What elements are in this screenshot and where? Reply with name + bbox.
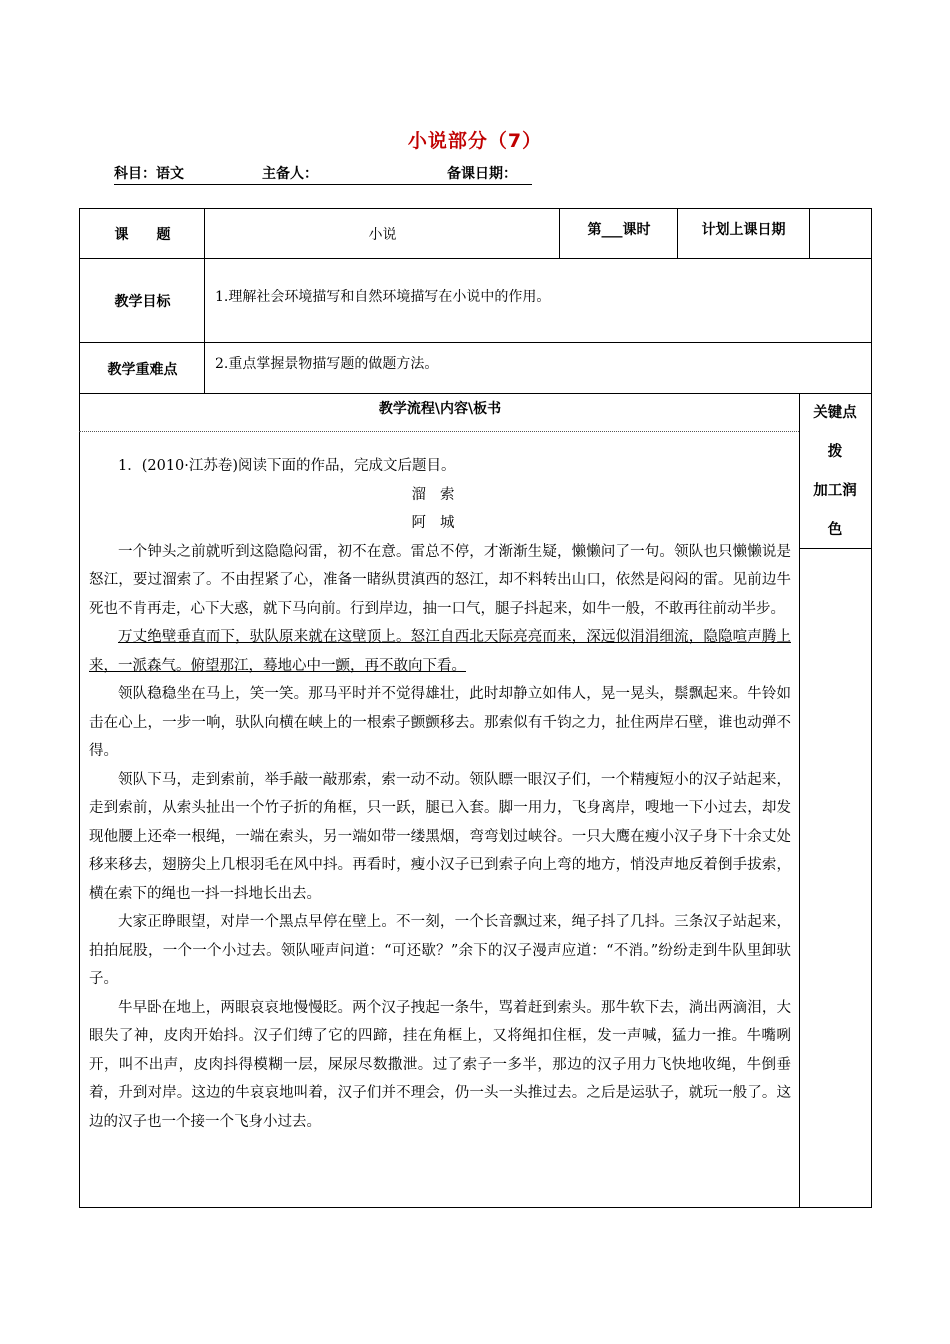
side-notes-header (805, 394, 865, 550)
side-line-3: 加工润 (813, 483, 857, 499)
topic-value: 小说 (368, 227, 397, 243)
subject-field: 科目：语文 (114, 163, 262, 185)
side-line-4: 色 (827, 522, 843, 538)
difficulty-value: 2.重点掌握景物描写题的做题方法。 (215, 356, 439, 372)
story-author: 阿城 (411, 515, 469, 531)
lesson-content (89, 452, 791, 1136)
side-line-2: 拨 (827, 444, 843, 460)
goal-label: 教学目标 (114, 294, 171, 310)
lesson-number-label: 第___课时 (587, 222, 651, 238)
goal-value: 1.理解社会环境描写和自然环境描写在小说中的作用。 (215, 289, 551, 305)
paragraph: 领队稳稳坐在马上，笑一笑。那马平时并不觉得雄壮，此时却静立如伟人，晃一晃头，鬃飘起来。牛铃如击在心上，一步一响，驮队向横在峡上的一根索子颤颤移去。那索似有千钧之力，扯住两岸石壁，谁也动弹不得。 (89, 686, 791, 759)
question-intro: 1．(2010·江苏卷)阅读下面的作品，完成文后题目。 (118, 458, 456, 474)
side-line-1: 关键点 (813, 405, 857, 421)
meta-line (114, 163, 532, 185)
date-field: 备课日期： (447, 163, 532, 185)
plan-date-label: 计划上课日期 (701, 222, 786, 238)
paragraph: 牛早卧在地上，两眼哀哀地慢慢眨。两个汉子拽起一条牛，骂着赶到索头。那牛软下去，淌出两滴泪，大眼失了神，皮肉开始抖。汉子们缚了它的四蹄，挂在角框上，又将绳扣住框，发一声喊，猛力一推。牛嘴咧开，叫不出声，皮肉抖得模糊一层，屎尿尽数撒泄。过了索子一多半，那边的汉子用力飞快地收绳，牛倒垂着，升到对岸。这边的牛哀哀地叫着，汉子们并不理会，仍一头一头推过去。之后是运驮子，就玩一般了。这边的汉子也一个接一个飞身小过去。 (89, 999, 791, 1130)
flow-header: 教学流程\内容\板书 (378, 401, 502, 417)
paragraph: 领队下马，走到索前，举手敲一敲那索，索一动不动。领队瞟一眼汉子们，一个精瘦短小的汉子站起来，走到索前，从索头扯出一个竹子折的角框，只一跃，腿已入套。脚一用力，飞身离岸，嗖地一下小过去，却发现他腰上还牵一根绳，一端在索头，另一端如带一缕黑烟，弯弯划过峡谷。一只大鹰在瘦小汉子身下十余丈处移来移去，翅膀尖上几根羽毛在风中抖。再看时，瘦小汉子已到索子向上弯的地方，悄没声地反着倒手拔索，横在索下的绳也一抖一抖地长出去。 (89, 771, 791, 902)
topic-label: 课 题 (114, 227, 171, 243)
preparer-field: 主备人： (262, 163, 447, 185)
difficulty-label: 教学重难点 (107, 361, 178, 378)
paragraph-underlined: 万丈绝壁垂直而下，驮队原来就在这壁顶上。怒江自西北天际亮亮而来，深远似涓涓细流，隐隐喧声腾上来，一派森气。俯望那江，蓦地心中一颤，再不敢向下看。 (89, 629, 791, 674)
paragraph: 一个钟头之前就听到这隐隐闷雷，初不在意。雷总不停，才渐渐生疑，懒懒问了一句。领队也只懒懒说是怒江，要过溜索了。不由捏紧了心，准备一睹纵贯滇西的怒江，却不料转出山口，依然是闷闷的雷。见前边牛死也不肯再走，心下大惑，就下马向前。行到岸边，抽一口气，腿子抖起来，如牛一般，不敢再往前动半步。 (89, 543, 791, 617)
story-title: 溜索 (411, 486, 469, 503)
paragraph: 大家正睁眼望，对岸一个黑点早停在壁上。不一刻，一个长音飘过来，绳子抖了几抖。三条汉子站起来，拍拍屁股，一个一个小过去。领队哑声问道：“可还歇？”余下的汉子漫声应道：“不消。”纷纷走到牛队里卸驮子。 (89, 914, 791, 987)
page-title: 小说部分（7） (407, 130, 543, 152)
